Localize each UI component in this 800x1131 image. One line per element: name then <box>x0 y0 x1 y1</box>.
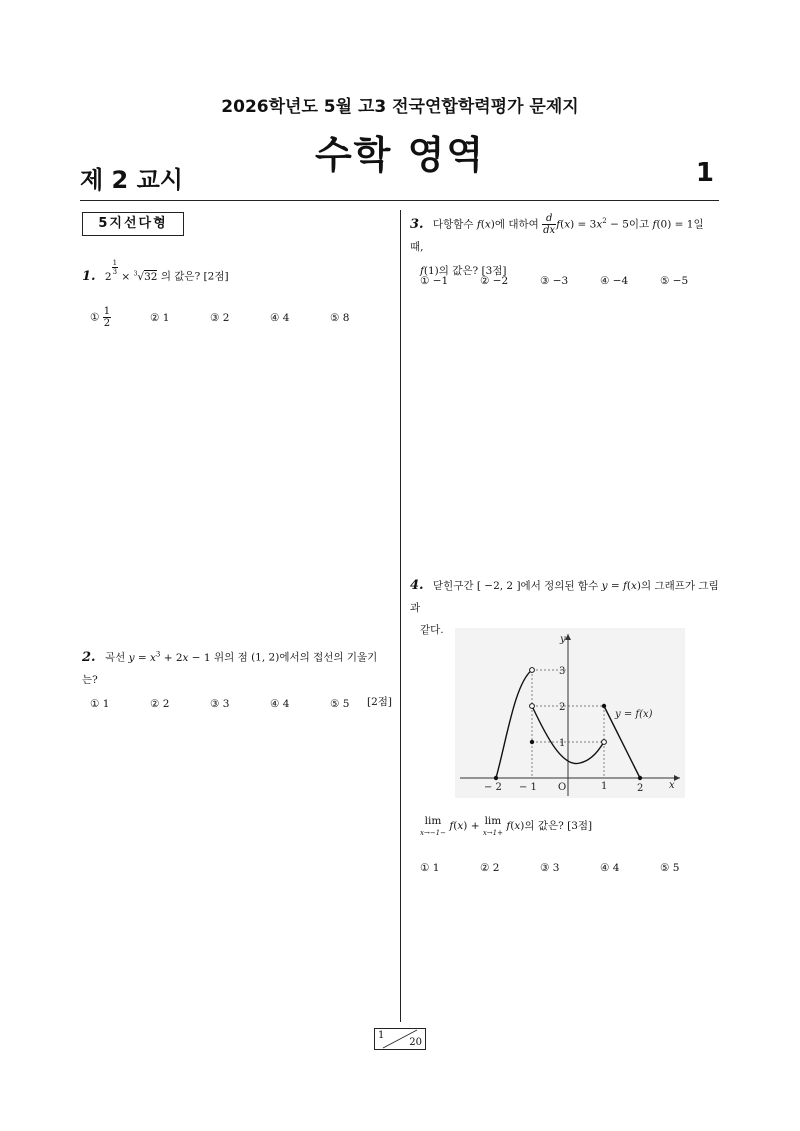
current-page: 1 <box>378 1030 385 1041</box>
choice-3[interactable]: ③ −3 <box>540 275 569 287</box>
choice-2[interactable]: ② 2 <box>150 698 170 710</box>
question-1 <box>82 258 229 288</box>
question-number: 4. <box>410 578 424 593</box>
choice-1[interactable]: ① $\frac{1}{2}$ <box>90 306 111 329</box>
choice-3[interactable]: ③ 2 <box>210 312 230 324</box>
choice-3[interactable]: ③ 3 <box>210 698 230 710</box>
function-graph <box>455 628 685 798</box>
choice-3[interactable]: ③ 3 <box>540 862 560 874</box>
question-text: 의 값은? [3점] <box>524 820 593 832</box>
svg-text:− 2: − 2 <box>484 782 502 793</box>
question-number: 1. <box>82 268 96 284</box>
svg-text:x: x <box>669 780 675 791</box>
page-indicator <box>374 1028 426 1050</box>
question-4-expression: lim x→−1− f(x) + lim x→1+ f(x)의 값은? [3점] <box>420 815 593 837</box>
exam-title: 2026학년도 5월 고3 전국연합학력평가 문제지 <box>221 97 579 117</box>
question-text: 의 그래프가 그림과 <box>410 580 719 614</box>
question-number: 3. <box>410 216 424 232</box>
question-text: 닫힌구간 <box>432 580 474 592</box>
question-text: 다항함수 <box>432 218 474 231</box>
choice-1[interactable]: ① 1 <box>420 862 440 874</box>
question-text: 일 때, <box>410 218 704 253</box>
question-text: 의 값은? [2점] <box>160 270 229 283</box>
page-number: 1 <box>695 158 714 188</box>
svg-text:y: y <box>560 634 566 645</box>
svg-text:O: O <box>558 782 567 793</box>
subject-title: 수학 영역 <box>314 133 486 177</box>
choice-2[interactable]: ② −2 <box>480 275 509 287</box>
column-divider <box>400 210 401 1022</box>
choice-5[interactable]: ⑤ 8 <box>330 312 350 324</box>
choice-4[interactable]: ④ −4 <box>600 275 629 287</box>
points-label: [2점] <box>366 695 392 708</box>
question-2-choices <box>90 698 390 710</box>
curve-equation: $y = x^3 + 2x - 1$ <box>128 650 211 664</box>
question-1-choices <box>90 306 390 329</box>
period-label: 제 2 교시 <box>80 166 183 194</box>
choice-4[interactable]: ④ 4 <box>270 312 290 324</box>
svg-text:2: 2 <box>637 783 644 794</box>
choice-5[interactable]: ⑤ −5 <box>660 275 689 287</box>
svg-text:− 1: − 1 <box>519 782 537 793</box>
svg-text:1: 1 <box>559 738 566 749</box>
question-text: 이고 <box>628 218 650 231</box>
question-text: 의 값은? [3점] <box>438 265 507 277</box>
choice-1[interactable]: ① −1 <box>420 275 449 287</box>
question-text: 곡선 <box>104 651 126 664</box>
question-4-choices <box>420 862 720 874</box>
svg-text:1: 1 <box>601 781 608 792</box>
question-4: 4. 닫힌구간 [ −2, 2 ]에서 정의된 함수 y = f(x)의 그래프가 그림과 같다. <box>410 575 720 641</box>
choice-5[interactable]: ⑤ 5 <box>660 862 680 874</box>
question-text: 위의 점 <box>213 651 248 664</box>
choice-2[interactable]: ② 2 <box>480 862 500 874</box>
total-pages: 20 <box>409 1037 422 1048</box>
choice-2[interactable]: ② 1 <box>150 312 170 324</box>
choice-1[interactable]: ① 1 <box>90 698 110 710</box>
header-divider <box>80 200 719 201</box>
question-text: 에 대하여 <box>494 218 539 231</box>
graph-function-label: y = f(x) <box>615 709 653 720</box>
question-type-box: 5지선다형 <box>82 212 184 236</box>
question-3: 3. 다항함수 f(x)에 대하여 $\frac{d}{dx}$ $f(x) = 3x^2 - 5$이고 f(0) = 1일 때, f(1)의 값은? [3점] <box>410 213 704 277</box>
question-text: 에서의 접선의 기울기는? <box>82 651 378 686</box>
choice-5[interactable]: ⑤ 5 <box>330 698 350 710</box>
choice-4[interactable]: ④ 4 <box>270 698 290 710</box>
question-text: 같다. <box>420 624 444 636</box>
question-number: 2. <box>82 649 96 665</box>
point-coordinates: (1, 2) <box>251 651 280 664</box>
question-3-choices <box>420 275 720 287</box>
svg-text:3: 3 <box>559 666 566 677</box>
question-1-expression: 2 $^{\frac{1}{3}}$ × $^3$√32 <box>104 258 158 283</box>
choice-4[interactable]: ④ 4 <box>600 862 620 874</box>
svg-text:2: 2 <box>559 702 566 713</box>
question-text: 에서 정의된 함수 <box>520 580 599 592</box>
